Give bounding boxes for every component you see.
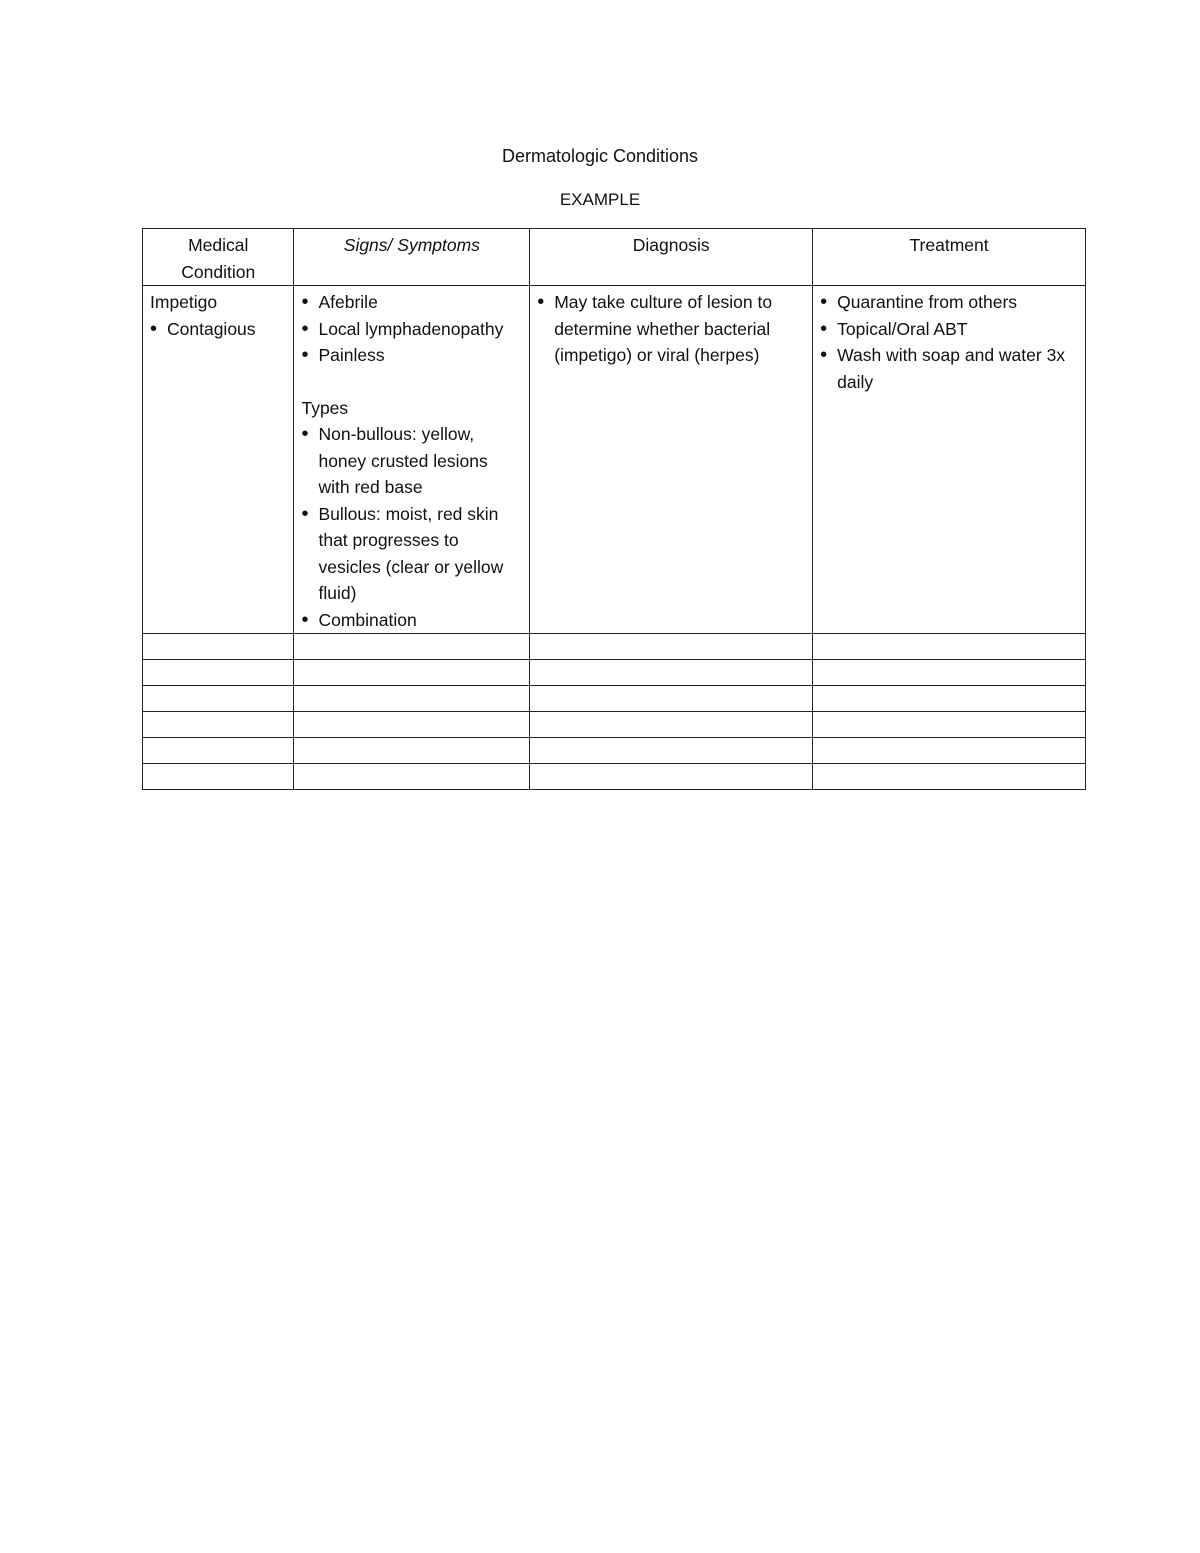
table-row-empty (143, 634, 1086, 660)
empty-cell (813, 660, 1086, 686)
cell-treatment (813, 286, 1086, 634)
list-item: • Local lymphadenopathy (301, 316, 522, 343)
empty-cell (530, 634, 813, 660)
empty-cell (143, 660, 294, 686)
header-signs-symptoms: Signs/ Symptoms (294, 229, 530, 286)
signs-bullets (301, 289, 522, 369)
treatment-bullets (820, 289, 1078, 395)
empty-cell (294, 712, 530, 738)
conditions-table (142, 228, 1086, 790)
list-item: • Bullous: moist, red skin that progresses to vesicles (clear or yellow fluid) (301, 501, 522, 607)
page-subtitle: EXAMPLE (559, 190, 641, 209)
empty-cell (294, 660, 530, 686)
list-item: • Topical/Oral ABT (820, 316, 1078, 343)
empty-cell (813, 686, 1086, 712)
table-row-empty (143, 660, 1086, 686)
empty-cell (143, 712, 294, 738)
types-bullets (301, 421, 522, 633)
empty-cell (294, 686, 530, 712)
types-label: Types (301, 397, 349, 418)
empty-cell (294, 738, 530, 764)
empty-cell (813, 634, 1086, 660)
empty-cell (813, 764, 1086, 790)
cell-diagnosis (530, 286, 813, 634)
list-item: • Combination (301, 607, 522, 634)
condition-bullets (150, 316, 286, 343)
table-row-empty (143, 764, 1086, 790)
empty-cell (294, 634, 530, 660)
empty-cell (530, 764, 813, 790)
empty-cell (294, 764, 530, 790)
list-item: • Quarantine from others (820, 289, 1078, 316)
empty-cell (813, 712, 1086, 738)
header-medical-condition: Medical Condition (143, 229, 294, 286)
empty-cell (143, 686, 294, 712)
table-row-empty (143, 686, 1086, 712)
table-row-empty (143, 738, 1086, 764)
diagnosis-bullets (537, 289, 805, 369)
table-row-empty (143, 712, 1086, 738)
list-item: • Contagious (150, 316, 286, 343)
page-title: Dermatologic Conditions (501, 146, 699, 166)
empty-rows (143, 634, 1086, 790)
empty-cell (813, 738, 1086, 764)
list-item: • Wash with soap and water 3x daily (820, 342, 1078, 395)
empty-cell (143, 634, 294, 660)
list-item: • May take culture of lesion to determine whether bacterial (impetigo) or viral (herpes) (537, 289, 805, 369)
empty-cell (530, 738, 813, 764)
list-item: • Painless (301, 342, 522, 369)
list-item: • Afebrile (301, 289, 522, 316)
condition-name: Impetigo (150, 292, 218, 312)
cell-condition (143, 286, 294, 634)
empty-cell (530, 686, 813, 712)
table-header-row (143, 229, 1086, 286)
table-row-example (143, 286, 1086, 634)
cell-signs (294, 286, 530, 634)
list-item: • Non-bullous: yellow, honey crusted lesions with red base (301, 421, 522, 501)
header-treatment: Treatment (813, 229, 1086, 286)
empty-cell (143, 764, 294, 790)
empty-cell (530, 712, 813, 738)
header-diagnosis: Diagnosis (530, 229, 813, 286)
empty-cell (530, 660, 813, 686)
empty-cell (143, 738, 294, 764)
